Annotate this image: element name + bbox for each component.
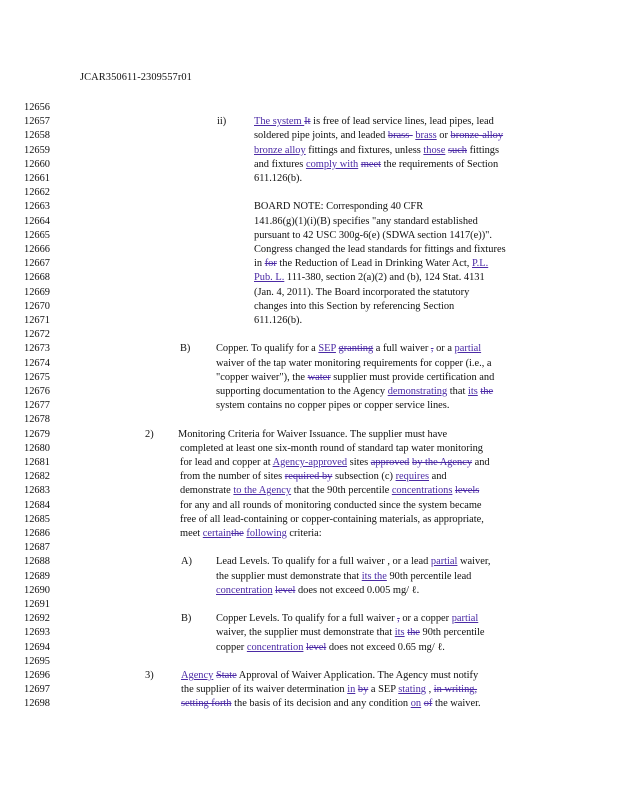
line-number: 12683 xyxy=(24,485,50,497)
item-label: B) xyxy=(181,613,192,625)
document-line xyxy=(0,186,618,200)
document-line xyxy=(0,541,618,555)
text-segment: from the number of sites xyxy=(180,471,285,483)
document-line xyxy=(0,257,618,271)
text-segment: supplier must provide certification and xyxy=(330,371,495,383)
text-segment: fittings xyxy=(467,144,500,156)
line-text xyxy=(216,357,492,371)
inserted-text: in xyxy=(347,684,356,696)
document-line xyxy=(0,300,618,314)
document-line xyxy=(0,584,618,598)
document-line xyxy=(0,413,618,427)
document-line xyxy=(0,342,618,356)
line-number: 12698 xyxy=(24,698,50,710)
line-number: 12688 xyxy=(24,556,50,568)
inserted-text: demonstrating xyxy=(387,386,448,397)
line-text xyxy=(254,271,485,285)
inserted-text: partial xyxy=(454,343,482,355)
line-number: 12664 xyxy=(24,215,50,227)
line-text xyxy=(254,243,506,257)
line-number: 12660 xyxy=(24,158,50,170)
text-segment: waiver, the supplier must demonstrate that xyxy=(216,627,395,639)
line-number: 12690 xyxy=(24,584,50,596)
text-segment: 141.86(g)(1)(i)(B) specifies "any standard established xyxy=(254,215,478,227)
text-segment: waiver of the tap water monitoring requirements for copper (i.e., a xyxy=(216,357,492,369)
document-line xyxy=(0,158,618,172)
line-number: 12681 xyxy=(24,457,50,468)
text-segment: soldered pipe joints, and leaded xyxy=(254,130,388,142)
deleted-text: level xyxy=(306,641,327,653)
line-text xyxy=(254,172,302,186)
inserted-text: concentrations xyxy=(391,485,453,497)
document-line xyxy=(0,470,618,484)
line-text xyxy=(180,513,484,527)
line-number: 12656 xyxy=(24,102,50,113)
text-segment: pursuant to 42 USC 300g-6(e) (SDWA section 1417(e))". xyxy=(254,229,492,241)
line-number: 12689 xyxy=(24,570,50,582)
line-number: 12661 xyxy=(24,173,50,184)
text-segment: that xyxy=(447,386,468,397)
line-text xyxy=(180,527,322,541)
document-line xyxy=(0,612,618,626)
text-segment: system contains no copper pipes or copper service lines. xyxy=(216,400,450,412)
line-number: 12657 xyxy=(24,116,50,128)
line-text xyxy=(180,470,447,484)
document-line xyxy=(0,129,618,143)
line-number: 12695 xyxy=(24,655,50,667)
document-line xyxy=(0,513,618,527)
line-number: 12662 xyxy=(24,187,50,199)
text-segment: changes into this Section by referencing Section xyxy=(254,300,455,312)
text-segment: "copper waiver"), the xyxy=(216,371,308,383)
line-number: 12676 xyxy=(24,386,50,397)
deleted-text: It xyxy=(304,116,311,128)
text-segment: the supplier must demonstrate that xyxy=(216,570,362,582)
line-number: 12672 xyxy=(24,329,50,341)
line-text xyxy=(180,484,479,498)
item-label: ii) xyxy=(217,116,227,128)
inserted-text: SEP xyxy=(318,343,336,355)
deleted-text: of xyxy=(423,698,433,710)
deleted-text: the xyxy=(480,386,494,397)
text-segment: free of all lead-containing or copper-containing materials, as appropriate, xyxy=(180,513,484,525)
deleted-text: approved xyxy=(370,457,410,468)
deleted-text: by the Agency xyxy=(412,457,473,468)
document-line xyxy=(0,598,618,612)
text-segment: Approval of Waiver Application. The Agency must notify xyxy=(236,670,479,681)
line-number: 12686 xyxy=(24,528,50,539)
text-segment: Copper. To qualify for a xyxy=(216,343,319,355)
line-text xyxy=(216,570,471,584)
document-line xyxy=(0,328,618,342)
line-number: 12673 xyxy=(24,343,50,355)
line-text xyxy=(180,442,483,456)
line-text xyxy=(254,200,423,214)
line-number: 12694 xyxy=(24,641,50,653)
inserted-text: requires xyxy=(395,471,430,483)
line-text xyxy=(216,371,494,385)
line-text xyxy=(254,314,302,328)
line-text xyxy=(180,456,490,470)
text-segment: BOARD NOTE: Corresponding 40 CFR xyxy=(254,201,424,213)
line-number: 12665 xyxy=(24,229,50,241)
inserted-text: comply with xyxy=(305,158,359,170)
deleted-text: in writing, xyxy=(433,684,478,696)
document-line xyxy=(0,314,618,328)
line-text xyxy=(254,215,478,229)
line-number: 12671 xyxy=(24,315,50,326)
line-number: 12693 xyxy=(24,627,50,639)
text-segment: Congress changed the lead standards for fittings and fixtures xyxy=(254,244,506,255)
item-label: 3) xyxy=(145,670,154,681)
text-segment: waiver, xyxy=(457,556,491,568)
line-number: 12679 xyxy=(24,428,50,440)
document-line xyxy=(0,527,618,541)
document-line xyxy=(0,286,618,300)
line-number: 12696 xyxy=(24,670,50,681)
item-label: 2) xyxy=(145,428,154,440)
text-segment: 611.126(b). xyxy=(254,173,303,184)
document-header-id: JCAR350611-2309557r01 xyxy=(80,72,192,83)
deleted-text: levels xyxy=(455,485,480,497)
line-text xyxy=(254,257,488,271)
deleted-text: meet xyxy=(360,158,382,170)
line-text xyxy=(254,129,503,143)
line-text xyxy=(254,144,499,158)
line-text xyxy=(254,229,492,243)
text-segment: or xyxy=(436,130,451,142)
inserted-text: certain xyxy=(202,528,232,539)
deleted-text: by xyxy=(357,684,369,696)
text-segment: and xyxy=(429,471,447,483)
text-segment: a full waiver xyxy=(373,343,431,355)
text-segment: demonstrate xyxy=(180,485,234,497)
document-line xyxy=(0,172,618,186)
document-line xyxy=(0,683,618,697)
document-line xyxy=(0,655,618,669)
line-text xyxy=(216,555,491,569)
line-text xyxy=(254,115,494,129)
line-number: 12684 xyxy=(24,499,50,511)
document-line xyxy=(0,399,618,413)
deleted-text: for xyxy=(264,258,277,270)
text-segment: the basis of its decision and any condition xyxy=(231,698,411,710)
text-segment: copper xyxy=(216,641,247,653)
line-text xyxy=(254,300,454,314)
text-segment: is free of lead service lines, lead pipes, lead xyxy=(310,116,494,128)
line-text xyxy=(254,286,469,300)
line-text xyxy=(216,342,481,356)
document-line xyxy=(0,200,618,214)
document-line xyxy=(0,456,618,470)
text-segment: subsection (c) xyxy=(332,471,396,483)
line-text xyxy=(216,584,419,598)
inserted-text: partial xyxy=(430,556,458,568)
line-number: 12668 xyxy=(24,272,50,284)
line-number: 12692 xyxy=(24,613,50,625)
document-line xyxy=(0,697,618,711)
text-segment: , xyxy=(425,684,434,696)
text-segment: criteria: xyxy=(286,528,322,539)
line-text xyxy=(216,641,445,655)
text-segment: 111-380, section 2(a)(2) and (b), 124 Stat. 4131 xyxy=(284,272,485,284)
line-number: 12669 xyxy=(24,286,50,298)
inserted-text: following xyxy=(246,528,287,539)
inserted-text: its xyxy=(467,386,478,397)
text-segment: supporting documentation to the Agency xyxy=(216,386,388,397)
document-line xyxy=(0,371,618,385)
document-line xyxy=(0,428,618,442)
line-number: 12675 xyxy=(24,371,50,383)
deleted-text: required by xyxy=(284,471,333,483)
deleted-text: water xyxy=(307,371,331,383)
line-number: 12659 xyxy=(24,144,50,156)
deleted-text: , xyxy=(430,343,434,355)
inserted-text: concentration xyxy=(246,641,304,653)
inserted-text: stating xyxy=(398,684,426,696)
line-number: 12682 xyxy=(24,471,50,483)
document-line xyxy=(0,115,618,129)
line-text xyxy=(216,612,478,626)
deleted-text: brass- xyxy=(387,130,413,142)
deleted-text: level xyxy=(275,584,296,596)
line-number: 12658 xyxy=(24,130,50,142)
inserted-text: bronze alloy xyxy=(254,144,306,156)
inserted-text: P.L. xyxy=(472,258,489,270)
line-number: 12680 xyxy=(24,442,50,454)
document-line xyxy=(0,101,618,115)
text-segment: Lead Levels. To qualify for a full waiver , or a lead xyxy=(216,556,431,568)
text-segment: for lead and copper at xyxy=(180,457,273,468)
document-line xyxy=(0,442,618,456)
text-segment: or a copper xyxy=(399,613,452,625)
text-segment: 90th percentile xyxy=(419,627,485,639)
text-segment: that the 90th percentile xyxy=(291,485,392,497)
inserted-text: Agency-approved xyxy=(272,457,348,468)
text-segment: completed at least one six-month round of standard tap water monitoring xyxy=(180,442,483,454)
text-segment: fittings and fixtures, unless xyxy=(305,144,424,156)
line-text xyxy=(181,669,478,683)
document-line xyxy=(0,641,618,655)
line-number: 12667 xyxy=(24,258,50,270)
text-segment: for any and all rounds of monitoring conducted since the system became xyxy=(180,499,482,511)
line-number: 12691 xyxy=(24,599,50,610)
line-text xyxy=(180,499,482,513)
deleted-text: , xyxy=(397,613,400,625)
text-segment: sites xyxy=(347,457,371,468)
line-number: 12687 xyxy=(24,542,50,554)
text-segment: and xyxy=(472,457,490,468)
deleted-text: the xyxy=(231,528,244,539)
document-line xyxy=(0,499,618,513)
line-text xyxy=(216,385,493,399)
inserted-text: concentration xyxy=(216,584,273,596)
inserted-text: brass xyxy=(415,130,437,142)
text-segment: a SEP xyxy=(368,684,399,696)
text-segment: 90th percentile lead xyxy=(386,570,472,582)
text-segment: does not exceed 0.005 mg/ ℓ. xyxy=(295,584,420,596)
text-segment: does not exceed 0.65 mg/ ℓ. xyxy=(326,641,445,653)
inserted-text: on xyxy=(410,698,422,710)
text-segment: (Jan. 4, 2011). The Board incorporated the statutory xyxy=(254,286,470,298)
document-line xyxy=(0,555,618,569)
text-segment: Monitoring Criteria for Waiver Issuance. The supplier must have xyxy=(178,428,448,440)
inserted-text: to the Agency xyxy=(233,485,292,497)
line-text xyxy=(216,399,449,413)
inserted-text: its the xyxy=(361,570,387,582)
document-line xyxy=(0,215,618,229)
document-line xyxy=(0,669,618,683)
text-segment: the waiver. xyxy=(432,698,481,710)
deleted-text: State xyxy=(215,670,237,681)
inserted-text: The system xyxy=(254,116,305,128)
line-number: 12666 xyxy=(24,244,50,255)
document-line xyxy=(0,229,618,243)
line-text xyxy=(178,428,447,442)
text-segment: meet xyxy=(180,528,203,539)
line-text xyxy=(181,683,477,697)
line-number: 12678 xyxy=(24,414,50,426)
document-line xyxy=(0,484,618,498)
document-line xyxy=(0,357,618,371)
document-line xyxy=(0,626,618,640)
text-segment: 611.126(b). xyxy=(254,315,303,326)
deleted-text: setting forth xyxy=(181,698,232,710)
inserted-text: Agency xyxy=(181,670,214,681)
text-segment: the supplier of its waiver determination xyxy=(181,684,348,696)
line-text xyxy=(181,697,481,711)
text-segment: Copper Levels. To qualify for a full waiver xyxy=(216,613,398,625)
deleted-text: bronze-alloy xyxy=(450,130,504,142)
text-segment: in xyxy=(254,258,265,270)
item-label: A) xyxy=(181,556,192,568)
text-segment: and fixtures xyxy=(254,158,306,170)
document-line xyxy=(0,243,618,257)
line-number: 12677 xyxy=(24,400,50,412)
inserted-text: those xyxy=(423,144,446,156)
deleted-text: such xyxy=(447,144,467,156)
deleted-text: the xyxy=(407,627,420,639)
inserted-text: Pub. L. xyxy=(254,272,285,284)
line-number: 12674 xyxy=(24,357,50,369)
text-segment: or a xyxy=(433,343,455,355)
text-segment: the Reduction of Lead in Drinking Water Act, xyxy=(276,258,473,270)
inserted-text: partial xyxy=(451,613,479,625)
line-number: 12685 xyxy=(24,513,50,525)
item-label: B) xyxy=(180,343,191,355)
line-text xyxy=(254,158,498,172)
line-number: 12697 xyxy=(24,684,50,696)
line-number: 12670 xyxy=(24,300,50,312)
document-line xyxy=(0,385,618,399)
inserted-text: its xyxy=(394,627,405,639)
line-text xyxy=(216,626,485,640)
text-segment: the requirements of Section xyxy=(381,158,499,170)
deleted-text: granting xyxy=(338,343,374,355)
line-number: 12663 xyxy=(24,201,50,213)
document-line xyxy=(0,271,618,285)
document-line xyxy=(0,570,618,584)
document-line xyxy=(0,144,618,158)
